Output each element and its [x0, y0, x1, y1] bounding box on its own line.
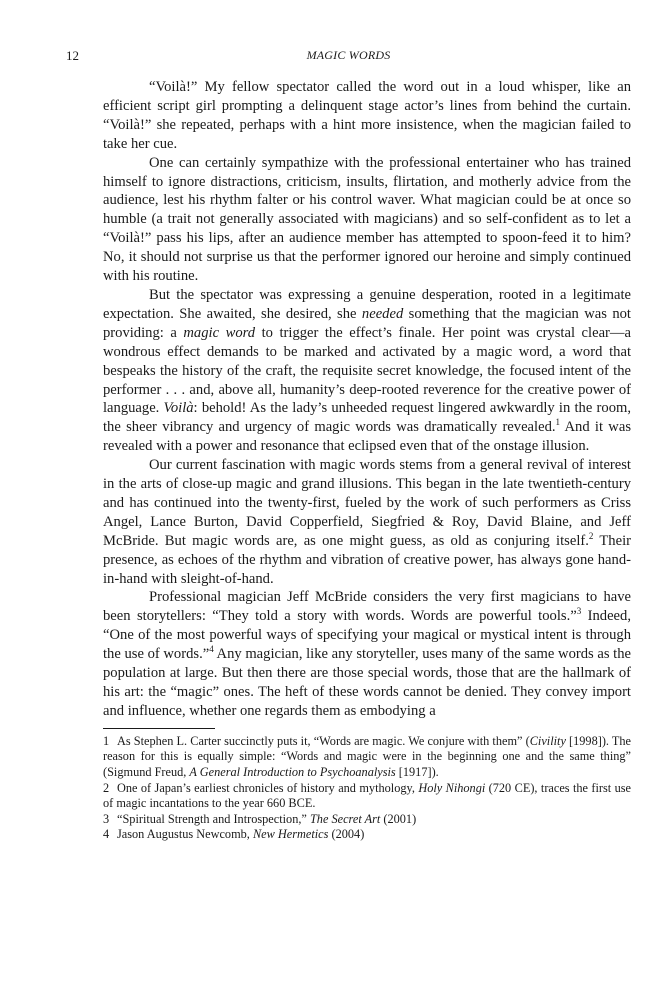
footnote-number: 4: [103, 827, 110, 842]
footnote-number: 3: [103, 811, 110, 826]
footnote-text: Jason Augustus Newcomb,: [117, 827, 253, 842]
footnote-text: (2004): [328, 827, 365, 842]
footnote-text: One of Japan’s earliest chronicles of history and mythology,: [117, 780, 419, 795]
footnote-title: Civility: [529, 733, 566, 748]
footnote-4: [103, 827, 631, 843]
page-number: 12: [66, 48, 79, 63]
paragraph-4: [103, 456, 631, 588]
footnote-1: [103, 734, 631, 781]
paragraph-1: “Voilà!” My fellow spectator called the word out in a loud whisper, like an efficient script girl prompting a delinquent stage actor’s lines from behind the curtain. “Voilà!” she repeated, perhaps with a hint more insistence, when the magician failed to take her cue.: [103, 79, 631, 152]
paragraph-5-text: Any magician, like any storyteller, uses many of the same words as the population at large. But then there are those special words, those that are the hallmark of his art: the “magic” ones. The heft of these words cannot be denied. They convey import and influence, whether one regards them as embodying a: [103, 646, 632, 719]
paragraph-4-text: Our current fascination with magic words stems from a general revival of interest in the arts of close-up magic and grand illusions. This began in the late twentieth-century and has continued into the twenty-first, fueled by the work of such performers as Criss Angel, Lance Burton, David Copperfield, Siegfried & Roy, David Blaine, and Jeff McBride. But magic words are, as one might guess, as old as conjuring itself.: [103, 457, 631, 549]
footnote-text: [1998]). The reason for this is equally simple: “Words and magic were in the beginning one and the same thing” (Sigmund Freud,: [103, 733, 632, 779]
emphasis-voila: Voilà: [163, 400, 194, 417]
footnote-title: A General Introduction to Psychoanalysis: [189, 765, 396, 779]
footnote-text: (2001): [380, 811, 417, 826]
footnote-ref-2[interactable]: 2: [588, 530, 594, 541]
paragraph-2: One can certainly sympathize with the professional entertainer who has trained himself to ignore distractions, criticism, insults, flirtation, and motherly advice from the audience, lest his rhythm falter or his control waver. What magician could be at once so humble (a trait not generally associated with magicians) and so self-confident as to let a “Voilà!” pass his lips, after an audience member has attempted to spoon-feed it to him? No, it should not surprise us that the performer ignored our heroine and simply continued with his routine.: [103, 154, 631, 285]
paragraph-5: [103, 588, 631, 720]
footnote-number: 1: [103, 733, 110, 748]
footnote-3: [103, 812, 631, 828]
paragraph-3-text: But the spectator was expressing a genuine desperation, rooted in a legitimate expectation. She awaited, she desired, she: [103, 286, 631, 322]
paragraph-5-text: Professional magician Jeff McBride considers the very first magicians to have been storytellers: “They told a story with words. Words are powerful tools.”: [103, 589, 631, 625]
footnote-title: The Secret Art: [309, 811, 381, 826]
running-head: MAGIC WORDS: [306, 48, 391, 62]
page-header: [66, 48, 631, 68]
paragraph-3-text: to trigger the effect’s finale. Her point was crystal clear—a wondrous effect demands to be marked and activated by a magic word, a word that bespeaks the history of the craft, the requisite secret knowledge, the focused intent of the performer . . . and, above all, humanity’s deep-rooted reverence for the creative power of language.: [103, 324, 631, 417]
footnote-text: “Spiritual Strength and Introspection,”: [117, 811, 310, 826]
footnotes: [103, 734, 631, 843]
paragraph-5-text: Indeed, “One of the most powerful ways of specifying your magical or mystical intent is through the use of words.”: [103, 608, 631, 663]
paragraph-3-text: And it was revealed with a power and resonance that eclipsed even that of the onstage illusion.: [103, 419, 632, 455]
paragraph-4-text: Their presence, as echoes of the rhythm and vibration of creative power, has always gone hand-in-hand with sleight-of-hand.: [103, 532, 631, 587]
footnote-2: [103, 781, 631, 812]
paragraph-3-text: : behold! As the lady’s unheeded request lingered awkwardly in the room, the sheer vibrancy and urgency of magic words was dramatically revealed.: [103, 400, 631, 436]
emphasis-magic-word: magic word: [183, 324, 256, 341]
emphasis-needed: needed: [361, 305, 404, 322]
footnote-text: [1917]).: [395, 765, 439, 779]
footnote-ref-3[interactable]: 3: [576, 606, 582, 617]
footnote-ref-1[interactable]: 1: [555, 417, 561, 428]
body-text: [103, 78, 631, 843]
footnote-title: New Hermetics: [252, 827, 329, 842]
footnote-number: 2: [103, 780, 110, 795]
footnote-text: As Stephen L. Carter succinctly puts it, “Words are magic. We conjure with them” (: [117, 733, 530, 748]
paragraph-3-text: something that the magician was not providing: a: [103, 305, 631, 341]
paragraph-3: [103, 286, 631, 456]
footnote-text: (720 CE), traces the first use of magic incantations to the year 660 BCE.: [103, 780, 632, 811]
footnote-divider: [103, 728, 215, 729]
footnote-title: Holy Nihongi: [418, 780, 486, 795]
footnote-ref-4[interactable]: 4: [209, 644, 214, 655]
